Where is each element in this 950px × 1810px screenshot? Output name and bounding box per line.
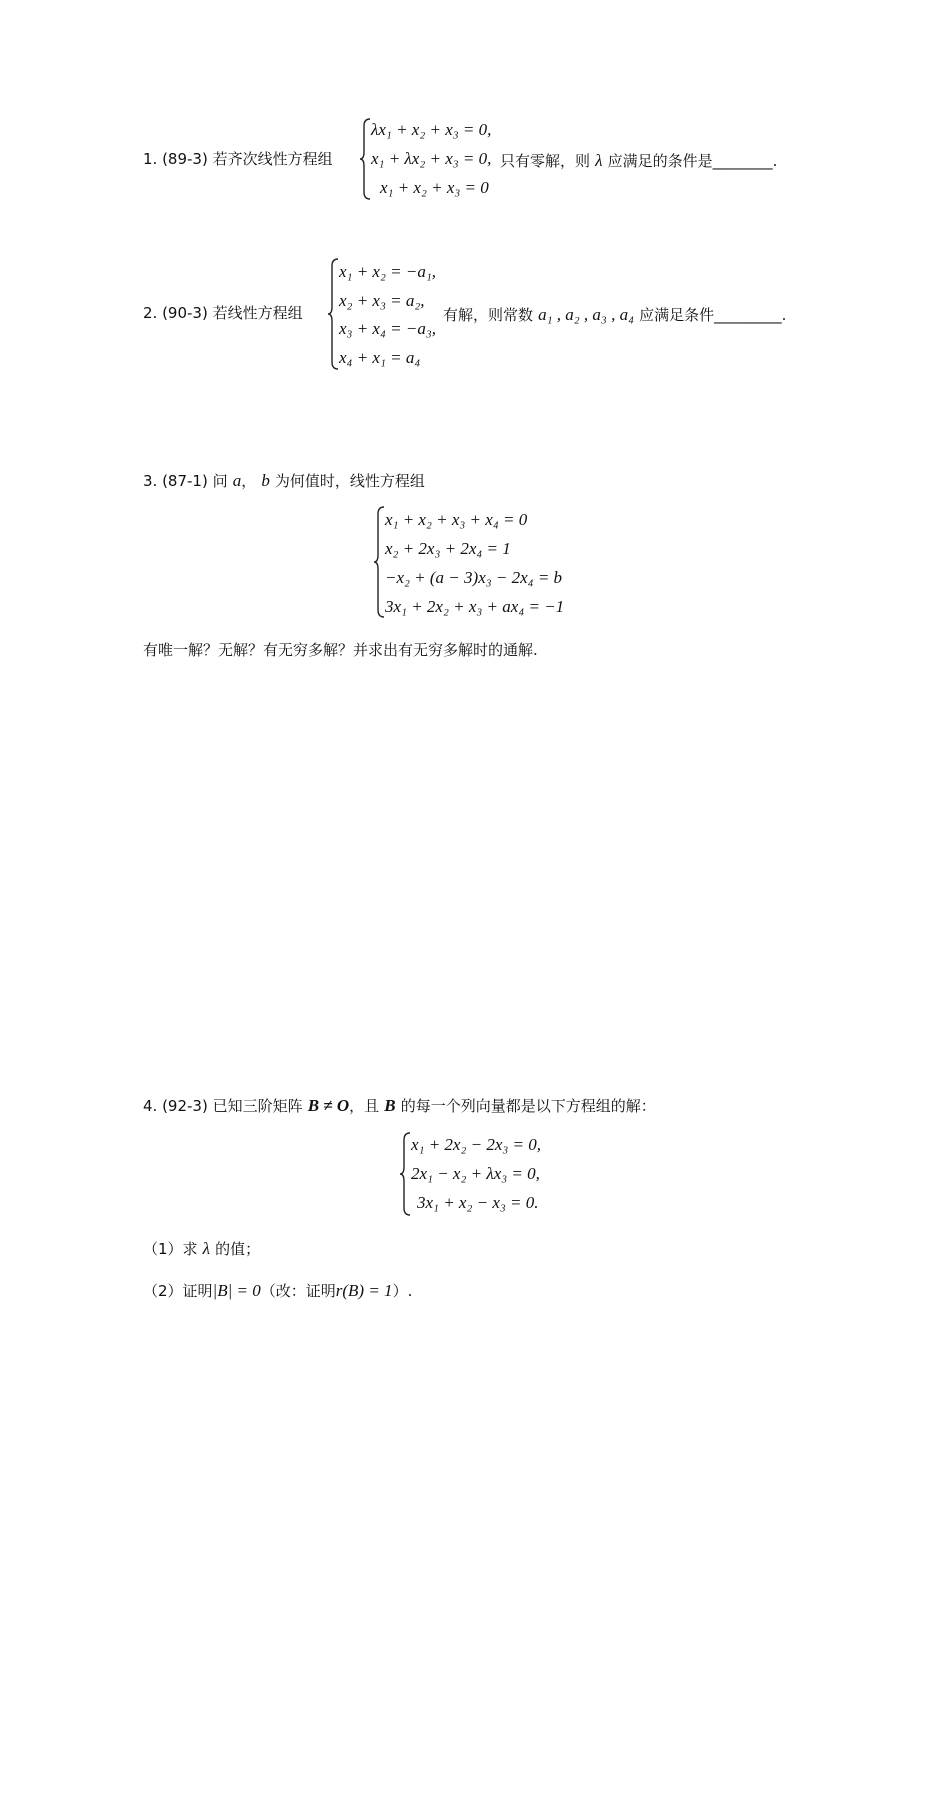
problem-3-eq-1: x₁ + x₂ + x₃ + x₄ = 0 [385, 510, 528, 529]
problem-4-part-1 [143, 1240, 260, 1257]
constants-a: a₁ , a₂ , a₃ , a₄ [538, 305, 634, 324]
problem-1-tail [500, 152, 777, 169]
problem-1-eq-2: x₁ + λx₂ + x₃ = 0, [371, 149, 492, 168]
problem-3-text: 为何值时，线性方程组 [274, 472, 425, 490]
part-2-text-2: ）. [392, 1282, 413, 1300]
problem-3-question: 有唯一解？无解？有无穷多解？并求出有无穷多解时的通解. [143, 641, 538, 659]
problem-3-label: 3. (87-1) 问 [143, 472, 228, 490]
matrix-condition: B ≠ O [307, 1096, 350, 1115]
part-1-label: （1）求 [143, 1240, 198, 1258]
part-2-determinant: |B| = 0 [212, 1281, 261, 1300]
problem-2-eq-4: x₄ + x₁ = a₄ [339, 348, 421, 367]
problem-1-text-1: 只有零解，则 [500, 152, 591, 170]
problem-3-eq-2: x₂ + 2x₃ + 2x₄ = 1 [385, 539, 511, 558]
problem-2-label: 2. (90-3) 若线性方程组 [143, 304, 303, 322]
problem-1-text-2: 应满足的条件是 [607, 152, 713, 170]
problem-4-text-3: 的每一个列向量都是以下方程组的解： [400, 1097, 656, 1115]
param-a: a [232, 471, 242, 490]
matrix-B: B [384, 1096, 396, 1115]
problem-3-intro [143, 472, 425, 489]
problem-2-eq-3: x₃ + x₄ = −a₃, [339, 319, 436, 338]
problem-4-intro [143, 1097, 656, 1114]
problem-2-eq-1: x₁ + x₂ = −a₁, [339, 262, 436, 281]
problem-3-eq-4: 3x₁ + 2x₂ + x₃ + ax₄ = −1 [385, 597, 565, 616]
problem-2-end: . [781, 306, 787, 324]
part-1-text: 的值； [215, 1240, 261, 1258]
problem-2-tail [443, 306, 786, 323]
part-2-label: （2）证明 [143, 1282, 213, 1300]
lambda-symbol: λ [595, 151, 603, 170]
problem-1-eq-1: λx₁ + x₂ + x₃ = 0, [371, 120, 492, 139]
problem-3-eq-3: −x₂ + (a − 3)x₃ − 2x₄ = b [385, 568, 563, 587]
part-2-rank: r(B) = 1 [335, 1281, 393, 1300]
problem-3-comma: ， [241, 472, 257, 490]
problem-4-eq-3: 3x₁ + x₂ − x₃ = 0. [417, 1193, 539, 1212]
problem-2-eq-2: x₂ + x₃ = a₂, [339, 291, 425, 310]
problem-1-end: . [772, 152, 778, 170]
part-2-text-1: （改：证明 [260, 1282, 336, 1300]
problem-4-label: 4. (92-3) 已知三阶矩阵 [143, 1097, 303, 1115]
part-1-lambda: λ [202, 1239, 211, 1258]
problem-4-eq-2: 2x₁ − x₂ + λx₃ = 0, [411, 1164, 540, 1183]
problem-4-text-2: ，且 [349, 1097, 380, 1115]
problem-2-text-2: 应满足条件 [639, 306, 715, 324]
answer-blank-2: _________ [714, 306, 782, 324]
problem-2-text-1: 有解，则常数 [443, 306, 534, 324]
problem-1-label: 1. (89-3) 若齐次线性方程组 [143, 150, 333, 168]
problem-4-eq-1: x₁ + 2x₂ − 2x₃ = 0, [411, 1135, 542, 1154]
answer-blank-1: ________ [712, 152, 773, 170]
problem-4-part-2 [143, 1282, 412, 1299]
param-b: b [261, 471, 270, 490]
problem-1-eq-3: x₁ + x₂ + x₃ = 0 [380, 178, 489, 197]
